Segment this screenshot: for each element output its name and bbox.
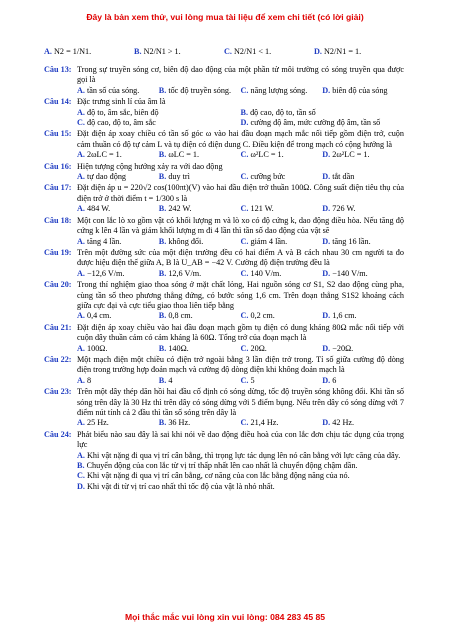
- question-number: Câu 14:: [44, 97, 72, 107]
- answer-option-d[interactable]: D. tăng 16 lần.: [322, 236, 371, 246]
- answer-option-b[interactable]: B. duy trì: [158, 172, 190, 182]
- top-option-row: [44, 40, 404, 64]
- answer-option-c[interactable]: C. Khi vật nặng đi qua vị trí cân bằng, cơ năng của con lắc bằng động năng của nó.: [77, 471, 350, 481]
- question-number: Câu 22:: [44, 354, 72, 364]
- answer-option-c[interactable]: C. 121 W.: [240, 204, 274, 214]
- question-text: Đặt điện áp u = 220√2 cos(100πt)(V) vào hai đầu điện trở thuần 100Ω. Công suất điện tiêu thụ của điện trở ở thời điểm t = 1/300 s là: [77, 183, 404, 203]
- question-14: [44, 97, 404, 128]
- option-row: [44, 471, 404, 481]
- option-row: [44, 344, 404, 354]
- option-row: [44, 376, 404, 386]
- question-number: Câu 13:: [44, 65, 72, 74]
- answer-option-c[interactable]: C. cưỡng bức: [240, 172, 286, 182]
- question-text: Trên một đường sức của một điện trường đều có hai điểm A và B cách nhau 30 cm người ta đo được hiệu điện thế giữa A, B là U_AB = −42 V. Cường độ điện trường đều là: [77, 247, 404, 268]
- question-16: [44, 162, 404, 183]
- answer-option-b[interactable]: B. tốc độ truyền sóng.: [158, 85, 232, 95]
- answer-option-d[interactable]: D. 1,6 cm.: [322, 311, 357, 321]
- answer-option-a[interactable]: A. −12,6 V/m.: [77, 268, 125, 278]
- question-text: Trong sự truyền sóng cơ, biên độ dao động của một phần tử môi trường có sóng truyền qua được gọi là: [77, 65, 404, 85]
- answer-option-b[interactable]: B. không đổi.: [158, 236, 204, 246]
- option-row: [44, 451, 404, 461]
- answer-option-c[interactable]: C. 0,2 cm.: [240, 311, 275, 321]
- option-row: [44, 204, 404, 214]
- question-20: [44, 280, 404, 322]
- option-row: [44, 482, 404, 492]
- answer-option-d[interactable]: D. Khi vật đi từ vị trí cao nhất thì tốc độ của vật là nhỏ nhất.: [77, 481, 275, 491]
- question-24: [44, 430, 404, 492]
- answer-option-a[interactable]: A. tăng 4 lần.: [77, 236, 122, 246]
- question-text: Trong thí nghiệm giao thoa sóng ở mặt chất lỏng, Hai nguồn sóng cơ S1, S2 dao động cùng pha, cùng tần số theo phương thẳng đứng, có bước sóng 1,6 cm. Trên đoạn thẳng S1S2 khoảng cách giữa cực đại và cực tiểu giao thoa liên tiếp bằng: [77, 280, 404, 310]
- question-number: Câu 18:: [44, 215, 72, 225]
- question-number: Câu 20:: [44, 280, 72, 290]
- answer-option-d[interactable]: D. 42 Hz.: [322, 418, 355, 428]
- answer-option-a[interactable]: A. tự dao động: [77, 172, 127, 182]
- question-text: Đặt điện áp xoay chiều vào hai đầu đoạn mạch gồm tụ điện có dung kháng 80Ω mắc nối tiếp với cuộn dây thuần cảm có cảm kháng là 60Ω. Tổng trở của đoạn mạch là: [77, 322, 404, 343]
- question-13: [44, 65, 404, 96]
- answer-option-c[interactable]: C. ω²LC = 1.: [240, 150, 284, 160]
- answer-option-d[interactable]: D. 2ω²LC = 1.: [322, 150, 370, 160]
- question-text: Đặt điện áp xoay chiều có tần số góc ω vào hai đầu đoạn mạch mắc nối tiếp gồm điện trở, cuộn cảm thuần có độ tự cảm L và tụ điện có điện dung C. Điều kiện để trong mạch có cộng hưởng là: [77, 129, 404, 149]
- option-row: [44, 269, 404, 279]
- answer-option-a[interactable]: A. tần số của sóng.: [77, 85, 140, 95]
- question-18: [44, 216, 404, 247]
- question-content: [44, 40, 404, 492]
- question-number: Câu 17:: [44, 183, 72, 193]
- question-number: Câu 24:: [44, 429, 72, 439]
- answer-option-d[interactable]: D. cường độ âm, mức cường độ âm, tần số: [240, 118, 381, 128]
- option-row: [44, 118, 404, 128]
- question-19: [44, 248, 404, 279]
- option-row: [44, 86, 404, 96]
- answer-option-a[interactable]: A. 100Ω.: [77, 343, 108, 353]
- question-number: Câu 23:: [44, 387, 72, 397]
- answer-option-b[interactable]: B. Chuyển động của con lắc từ vị trí thấp nhất lên cao nhất là chuyển động chậm dần.: [77, 461, 358, 471]
- answer-option-d[interactable]: D. 726 W.: [322, 204, 356, 214]
- answer-option-b[interactable]: B. 12,6 V/m.: [158, 268, 202, 278]
- answer-option-b[interactable]: B. ωLC = 1.: [158, 150, 200, 160]
- question-text: Một con lắc lò xo gồm vật có khối lượng m và lò xo có độ cứng k, dao động điều hòa. Nếu tăng độ cứng k lên 4 lần và giảm khối lượng m đi 4 lần thì tần số dao động của vật sẽ: [77, 215, 404, 236]
- question-text: Đặc trưng sinh lí của âm là: [77, 97, 166, 107]
- answer-option-c[interactable]: C. độ cao, độ to, âm sắc: [77, 118, 156, 128]
- question-number: Câu 16:: [44, 161, 72, 171]
- question-number: Câu 21:: [44, 322, 72, 332]
- answer-option-a[interactable]: A. 25 Hz.: [77, 418, 109, 428]
- answer-option-c[interactable]: C. năng lượng sóng.: [240, 85, 308, 95]
- question-number: Câu 19:: [44, 247, 72, 257]
- question-text: Một mạch điện một chiều có điện trở ngoài bằng 3 lần điện trở trong. Tỉ số giữa cường độ dòng điện trong trường hợp đoản mạch và cường độ dòng điện khi không đoản mạch là: [77, 354, 404, 375]
- answer-option-b[interactable]: B. 140Ω.: [158, 343, 189, 353]
- top-option-b[interactable]: B. N2/N1 > 1.: [134, 46, 181, 56]
- answer-option-a[interactable]: A. 8: [77, 375, 92, 385]
- top-option-a[interactable]: A. N2 = 1/N1.: [44, 46, 92, 56]
- option-row: [44, 237, 404, 247]
- top-option-d[interactable]: D. N2/N1 = 1.: [314, 46, 362, 56]
- answer-option-b[interactable]: B. 242 W.: [158, 204, 192, 214]
- answer-option-b[interactable]: B. 4: [158, 375, 173, 385]
- answer-option-d[interactable]: D. −20Ω.: [322, 343, 354, 353]
- top-option-c[interactable]: C. N2/N1 < 1.: [224, 46, 272, 56]
- answer-option-b[interactable]: B. 36 Hz.: [158, 418, 191, 428]
- answer-option-a[interactable]: A. độ to, âm sắc, biên độ: [77, 107, 159, 117]
- option-row: [44, 108, 404, 118]
- answer-option-c[interactable]: C. 5: [240, 375, 255, 385]
- option-row: [44, 418, 404, 428]
- answer-option-b[interactable]: B. độ cao, độ to, tần số: [240, 107, 316, 117]
- answer-option-d[interactable]: D. tắt dần: [322, 172, 355, 182]
- question-text: Phát biểu nào sau đây là sai khi nói về dao động điều hoà của con lắc đơn chịu tác dụng của trọng lực: [77, 429, 404, 450]
- question-22: [44, 355, 404, 386]
- answer-option-a[interactable]: A. 0,4 cm.: [77, 311, 112, 321]
- answer-option-a[interactable]: A. Khi vật nặng đi qua vị trí cân bằng, thì trọng lực tác dụng lên nó cân bằng với lực căng của dây.: [77, 450, 401, 460]
- question-text: Trên một dây thép dăn hồi hai đầu cố định có sóng dừng, tốc độ truyền sóng không đổi. Khi tần số sóng trên dây là 30 Hz thì trên dây có sóng dừng với 5 điểm bụng. Nếu trên dây có sóng dừng với 7 điểm nút tính cả 2 đầu thì tần số sóng trên dây là: [77, 387, 404, 417]
- preview-banner: Đây là bản xem thử, vui lòng mua tài liệu để xem chi tiết (có lời giải): [86, 12, 364, 22]
- answer-option-c[interactable]: C. 140 V/m.: [240, 268, 282, 278]
- question-21: [44, 323, 404, 354]
- contact-footer: Mọi thắc mắc vui lòng xin vui lòng: 084 283 45 85: [124, 612, 326, 622]
- answer-option-c[interactable]: C. 20Ω.: [240, 343, 267, 353]
- answer-option-a[interactable]: A. 2ωLC = 1.: [77, 150, 122, 160]
- question-list: [44, 65, 404, 492]
- question-23: [44, 387, 404, 429]
- answer-option-a[interactable]: A. 484 W.: [77, 204, 111, 214]
- option-row: [44, 172, 404, 182]
- question-number: Câu 15:: [44, 129, 72, 139]
- option-row: [44, 311, 404, 321]
- option-row: [44, 150, 404, 160]
- question-15: [44, 129, 404, 160]
- answer-option-d[interactable]: D. biên độ của sóng: [322, 85, 388, 95]
- answer-option-d[interactable]: D. 6: [322, 375, 337, 385]
- answer-option-c[interactable]: C. 21,4 Hz.: [240, 418, 279, 428]
- answer-option-d[interactable]: D. −140 V/m.: [322, 268, 368, 278]
- option-row: [44, 461, 404, 471]
- answer-option-b[interactable]: B. 0,8 cm.: [158, 311, 193, 321]
- question-17: [44, 183, 404, 214]
- question-text: Hiện tượng cộng hưởng xảy ra với dao động: [77, 161, 223, 171]
- answer-option-c[interactable]: C. giảm 4 lần.: [240, 236, 288, 246]
